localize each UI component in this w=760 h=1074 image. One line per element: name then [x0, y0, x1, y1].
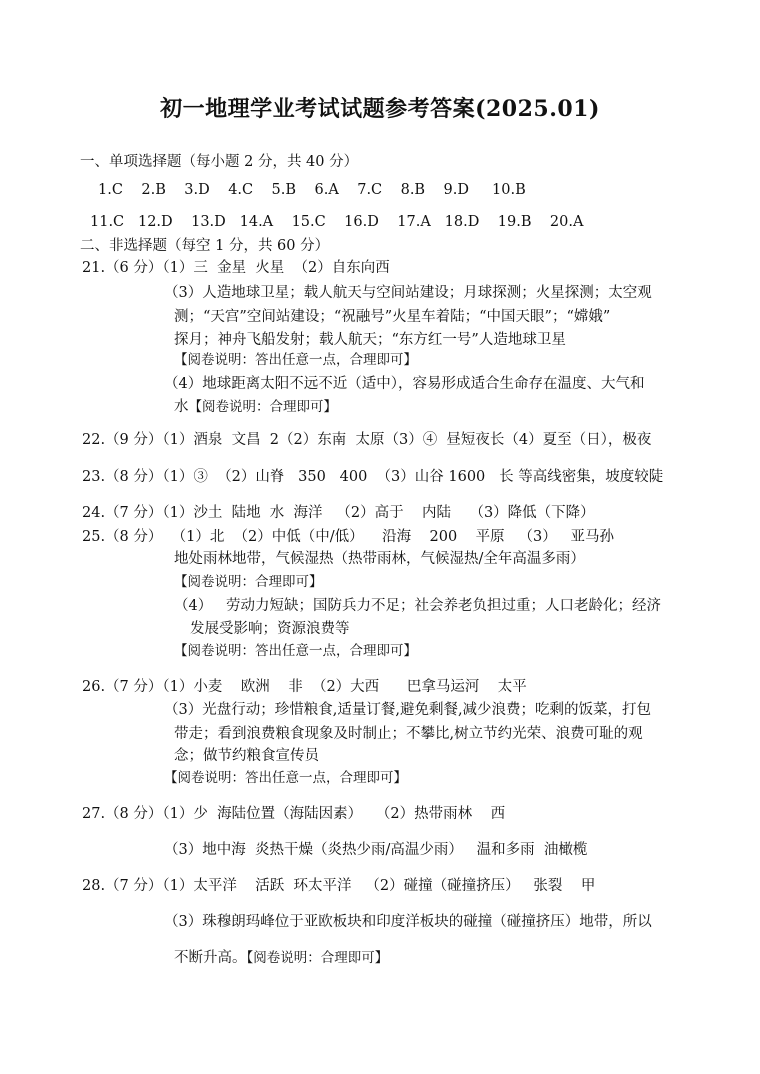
page-title: 初一地理学业考试试题参考答案(2025.01) — [160, 96, 600, 122]
q28-line-3 — [174, 948, 388, 968]
q24-line-1: 24.（7 分）（1）沙土 陆地 水 海洋 （2）高于 内陆 （3）降低（下降） — [82, 505, 595, 521]
q27-line-1: 27.（8 分）（1）少 海陆位置（海陆因素） （2）热带雨林 西 — [82, 806, 506, 822]
q22-line-1: 22.（9 分）（1）酒泉 文昌 2（2）东南 太原（3）④ 昼短夜长（4）夏至（日），极夜 — [82, 432, 652, 448]
q25-grading-note-2: 【阅卷说明：答出任意一点，合理即可】 — [174, 643, 417, 659]
q28-line-1: 28.（7 分）（1）太平洋 活跃 环太平洋 （2）碰撞（碰撞挤压） 张裂 甲 — [82, 878, 596, 894]
q26-line-4: 念；做节约粮食宣传员 — [174, 748, 319, 764]
answer-row-2: 11.C 12.D 13.D 14.A 15.C 16.D 17.A 18.D 19.B 20.A — [90, 214, 584, 230]
q27-line-2: （3）地中海 炎热干燥（炎热少雨/高温少雨） 温和多雨 油橄榄 — [164, 842, 588, 858]
section2-heading: 二、非选择题（每空 1 分，共 60 分） — [80, 238, 330, 254]
q26-line-2: （3）光盘行动；珍惜粮食,适量订餐,避免剩餐,减少浪费；吃剩的饭菜，打包 — [164, 702, 652, 718]
q21-line-6 — [174, 397, 337, 417]
q25-grading-note-1: 【阅卷说明：合理即可】 — [174, 574, 323, 590]
section1-heading: 一、单项选择题（每小题 2 分，共 40 分） — [80, 154, 359, 170]
q25-line-2: 地处雨林地带，气候湿热（热带雨林，气候湿热/全年高温多雨） — [174, 551, 585, 567]
q21-line-5: （4）地球距离太阳不远不近（适中），容易形成适合生命存在温度、大气和 — [164, 376, 645, 392]
q28-line-3-text: 不断升高。 — [174, 950, 247, 966]
q26-grading-note-1: 【阅卷说明：答出任意一点，合理即可】 — [164, 770, 407, 786]
q21-line-4: 探月；神舟飞船发射；载人航天；“东方红一号”人造地球卫星 — [174, 332, 566, 348]
q28-grading-note-1: 【阅卷说明：合理即可】 — [246, 950, 389, 966]
q21-line-6-text: 水 — [174, 399, 189, 415]
q25-line-3: （4） 劳动力短缺；国防兵力不足；社会养老负担过重；人口老龄化；经济 — [174, 598, 662, 614]
q21-grading-note-1: 【阅卷说明：答出任意一点，合理即可】 — [174, 352, 417, 368]
q26-line-1: 26.（7 分）（1）小麦 欧洲 非 （2）大西 巴拿马运河 太平 — [82, 679, 527, 695]
q26-line-3: 带走；看到浪费粮食现象及时制止；不攀比,树立节约光荣、浪费可耻的观 — [174, 726, 643, 742]
q21-line-2: （3）人造地球卫星；载人航天与空间站建设；月球探测；火星探测；太空观 — [164, 285, 652, 301]
q28-line-2: （3）珠穆朗玛峰位于亚欧板块和印度洋板块的碰撞（碰撞挤压）地带，所以 — [164, 914, 652, 930]
q25-line-1: 25.（8 分） （1）北 （2）中低（中/低） 沿海 200 平原 （3） 亚马孙 — [82, 529, 615, 545]
answer-row-1: 1.C 2.B 3.D 4.C 5.B 6.A 7.C 8.B 9.D 10.B — [98, 182, 526, 198]
q25-line-4: 发展受影响；资源浪费等 — [190, 621, 350, 637]
q21-line-1: 21.（6 分）（1）三 金星 火星 （2）自东向西 — [82, 260, 390, 276]
q23-line-1: 23.（8 分）（1）③ （2）山脊 350 400 （3）山谷 1600 长 等高线密集，坡度较陡 — [82, 469, 664, 485]
q21-grading-note-2: 【阅卷说明：合理即可】 — [188, 399, 337, 415]
q21-line-3: 测；“天宫”空间站建设；“祝融号”火星车着陆；“中国天眼”；“嫦娥” — [174, 309, 611, 325]
